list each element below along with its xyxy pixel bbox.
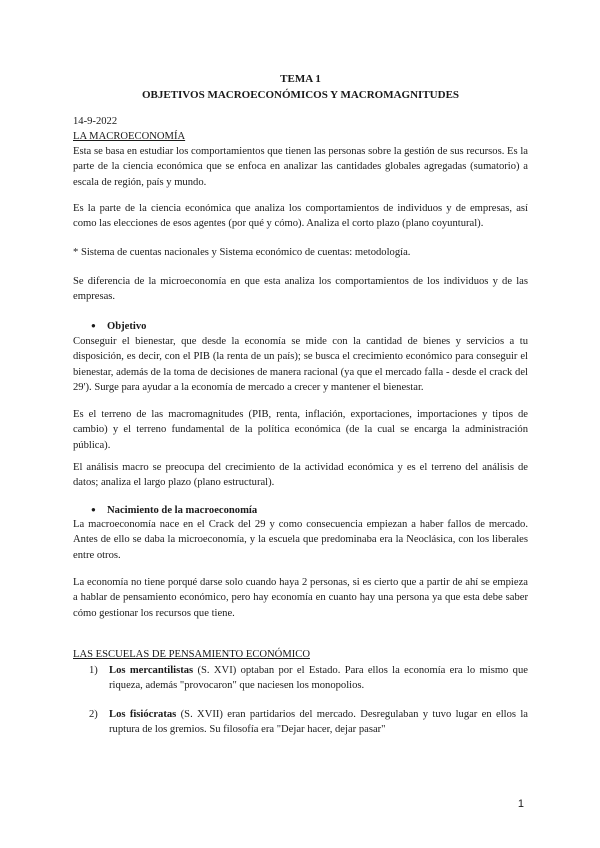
list-item-text bbox=[109, 707, 528, 738]
bullet-dot-icon: ● bbox=[91, 321, 96, 330]
paragraph-objetivo-1: Conseguir el bienestar, que desde la economía se mide con la cantidad de bienes y servicios a tu disposición, es decir, con el PIB (la renta de un país); se busca el crecimiento económico para conseguir el bienestar, además de la toma de decisiones de manera racional (ya que el mercado falla - desde el crack del 29'). Surge para ayudar a la economía de mercado a crecer y mantener el bienestar. bbox=[73, 336, 528, 394]
school-name: Los mercantilistas bbox=[109, 665, 194, 676]
list-item-text bbox=[109, 663, 528, 694]
bullet-nacimiento bbox=[91, 502, 257, 518]
bullet-dot-icon: ● bbox=[91, 505, 96, 514]
bullet-label: Nacimiento de la macroeconomía bbox=[107, 505, 258, 516]
page-number: 1 bbox=[517, 798, 524, 810]
school-description: (S. XVI) optaban por el Estado. Para ellos la economía era lo mismo que riqueza, además "provocaron" que naciesen los monopolios. bbox=[109, 665, 528, 692]
paragraph-nacimiento-2: La economía no tiene porqué darse solo cuando haya 2 personas, si es cierto que a partir de ahí se empieza a hablar de pensamiento económico, pero hay economía en cuanto hay una persona ya que esta debe saber cómo gestionar los recursos que tiene. bbox=[73, 577, 528, 619]
list-item bbox=[89, 707, 528, 738]
paragraph-difference: Se diferencia de la microeconomía en que esta analiza los comportamientos de los individuos y de las empresas. bbox=[73, 276, 528, 303]
section-heading-escuelas: LAS ESCUELAS DE PENSAMIENTO ECONÓMICO bbox=[73, 649, 310, 660]
paragraph-intro: Esta se basa en estudiar los comportamientos que tienen las personas sobre la gestión de sus recursos. Es la parte de la ciencia económica que se enfoca en analizar las cantidades globales agregadas (sumatorio) a escala de región, país y mundo. bbox=[73, 146, 528, 188]
bullet-objetivo bbox=[91, 318, 146, 334]
date-line: 14-9-2022 bbox=[73, 116, 118, 127]
tema-title: TEMA 1 bbox=[280, 73, 321, 85]
school-description: (S. XVII) eran partidarios del mercado. Desregulaban y tuvo lugar en ellos la ruptura de los gremios. Su filosofía era "Dejar hacer, dejar pasar" bbox=[109, 709, 528, 736]
paragraph-definition: Es la parte de la ciencia económica que analiza los comportamientos de individuos y de empresas, así como las elecciones de esos agentes (por qué y cómo). Analiza el corto plazo (plano coyuntural). bbox=[73, 203, 528, 230]
list-number: 2) bbox=[89, 709, 98, 720]
paragraph-objetivo-2: Es el terreno de las macromagnitudes (PIB, renta, inflación, exportaciones, importaciones y tipos de cambio) y el terreno fundamental de la política económica (de la cual se encarga la administración pública). bbox=[73, 409, 528, 451]
paragraph-nacimiento-1: La macroeconomía nace en el Crack del 29 y como consecuencia empiezan a haber fallos de mercado. Antes de ello se daba la microeconomía, y la escuela que predominaba era la Neoclásica, con los liberales entre otros. bbox=[73, 519, 528, 561]
list-number: 1) bbox=[89, 665, 98, 676]
paragraph-objetivo-3: El análisis macro se preocupa del crecimiento de la actividad económica y es el terreno del análisis de datos; analiza el largo plazo (plano estructural). bbox=[73, 462, 528, 489]
school-name: Los fisiócratas bbox=[109, 709, 177, 720]
list-item bbox=[89, 663, 528, 694]
section-heading-macroeconomia: LA MACROECONOMÍA bbox=[73, 131, 186, 142]
bullet-label: Objetivo bbox=[107, 321, 147, 332]
methodology-note: * Sistema de cuentas nacionales y Sistema económico de cuentas: metodología. bbox=[73, 247, 411, 258]
document-subtitle: OBJETIVOS MACROECONÓMICOS Y MACROMAGNITUDES bbox=[141, 89, 460, 101]
